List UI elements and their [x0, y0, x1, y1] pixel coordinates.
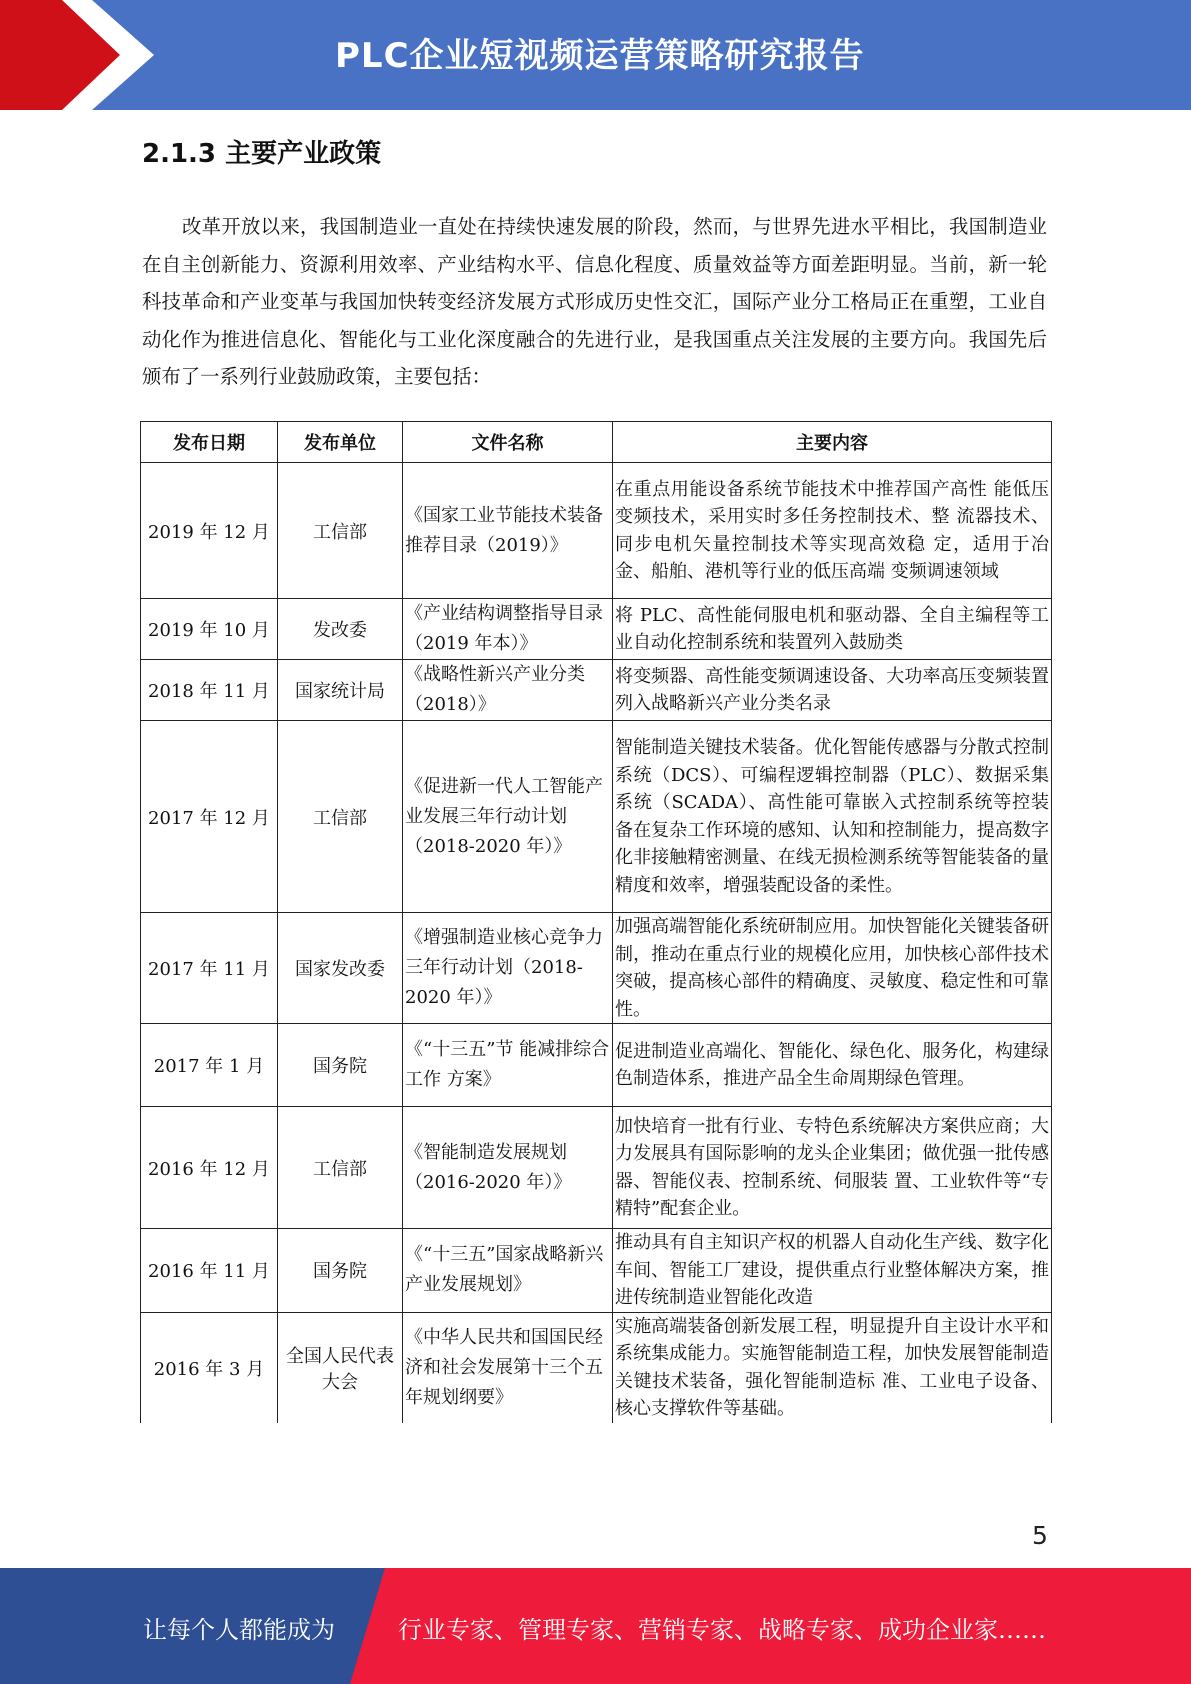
cell-content: 促进制造业高端化、智能化、绿色化、服务化，构建绿色制造体系，推进产品全生命周期绿色管理。: [613, 1024, 1052, 1107]
cell-content: 加快培育一批有行业、专特色系统解决方案供应商；大力发展具有国际影响的龙头企业集团；做优强一批传感器、智能仪表、控制系统、伺服装 置、工业软件等“专精特”配套企业。: [613, 1107, 1052, 1229]
cell-unit: 国家统计局: [278, 660, 403, 721]
cell-unit: 全国人民代表大会: [278, 1312, 403, 1423]
cell-unit: 发改委: [278, 599, 403, 660]
cell-date: 2017 年 12 月: [141, 721, 278, 913]
cell-unit: 工信部: [278, 463, 403, 599]
footer-slogan-left: 让每个人都能成为: [143, 1616, 335, 1644]
footer-slogan-right: 行业专家、管理专家、营销专家、战略专家、成功企业家……: [398, 1616, 1046, 1644]
cell-doc-name: 《国家工业节能技术装备推荐目录（2019）》: [403, 463, 613, 599]
table-row: [141, 721, 1052, 913]
cell-content: 加强高端智能化系统研制应用。加快智能化关键装备研制，推动在重点行业的规模化应用，加快核心部件技术突破，提高核心部件的精确度、灵敏度、稳定性和可靠性。: [613, 913, 1052, 1024]
section-heading: 2.1.3 主要产业政策: [142, 139, 382, 169]
cell-content: 推动具有自主知识产权的机器人自动化生产线、数字化车间、智能工厂建设，提供重点行业整体解决方案，推进传统制造业智能化改造: [613, 1229, 1052, 1313]
cell-doc-name: 《促进新一代人工智能产业发展三年行动计划（2018-2020 年）》: [403, 721, 613, 913]
cell-unit: 国务院: [278, 1024, 403, 1107]
cell-content: 智能制造关键技术装备。优化智能传感器与分散式控制系统（DCS）、可编程逻辑控制器（PLC）、数据采集系统（SCADA）、高性能可靠嵌入式控制系统等控装备在复杂工作环境的感知、认知和控制能力，提高数字化非接触精密测量、在线无损检测系统等智能装备的量精度和效率，增强装配设备的柔性。: [613, 721, 1052, 913]
cell-doc-name: 《增强制造业核心竞争力三年行动计划（2018-2020 年）》: [403, 913, 613, 1024]
cell-date: 2017 年 1 月: [141, 1024, 278, 1107]
header-unit: 发布单位: [278, 422, 403, 463]
cell-content: 在重点用能设备系统节能技术中推荐国产高性 能低压变频技术，采用实时多任务控制技术、整 流器技术、同步电机矢量控制技术等实现高效稳 定，适用于冶金、船舶、港机等行业的低压高端 变频调速领域: [613, 463, 1052, 599]
table-row: [141, 913, 1052, 1024]
cell-date: 2019 年 10 月: [141, 599, 278, 660]
cell-doc-name: 《“十三五”节 能减排综合工作 方案》: [403, 1024, 613, 1107]
cell-doc-name: 《产业结构调整指导目录（2019 年本）》: [403, 599, 613, 660]
cell-doc-name: 《“十三五”国家战略新兴产业发展规划》: [403, 1229, 613, 1313]
header-doc-name: 文件名称: [403, 422, 613, 463]
cell-content: 实施高端装备创新发展工程，明显提升自主设计水平和系统集成能力。实施智能制造工程，加快发展智能制造关键技术装备，强化智能制造标 准、工业电子设备、核心支撑软件等基础。: [613, 1312, 1052, 1423]
cell-unit: 工信部: [278, 1107, 403, 1229]
table-row: [141, 463, 1052, 599]
page-footer: [0, 1568, 1191, 1684]
cell-unit: 国家发改委: [278, 913, 403, 1024]
table-row: [141, 1229, 1052, 1313]
table-row: [141, 1312, 1052, 1423]
header-date: 发布日期: [141, 422, 278, 463]
table-row: [141, 1024, 1052, 1107]
cell-date: 2018 年 11 月: [141, 660, 278, 721]
header-content: 主要内容: [613, 422, 1052, 463]
table-row: [141, 1107, 1052, 1229]
cell-date: 2016 年 11 月: [141, 1229, 278, 1313]
cell-doc-name: 《智能制造发展规划（2016-2020 年）》: [403, 1107, 613, 1229]
page-number: 5: [1032, 1521, 1048, 1550]
cell-unit: 工信部: [278, 721, 403, 913]
cell-date: 2019 年 12 月: [141, 463, 278, 599]
cell-content: 将变频器、高性能变频调速设备、大功率高压变频装置列入战略新兴产业分类名录: [613, 660, 1052, 721]
cell-doc-name: 《战略性新兴产业分类（2018）》: [403, 660, 613, 721]
intro-paragraph: 改革开放以来，我国制造业一直处在持续快速发展的阶段，然而，与世界先进水平相比，我国制造业在自主创新能力、资源利用效率、产业结构水平、信息化程度、质量效益等方面差距明显。当前，新一轮科技革命和产业变革与我国加快转变经济发展方式形成历史性交汇，国际产业分工格局正在重塑，工业自动化作为推进信息化、智能化与工业化深度融合的先进行业，是我国重点关注发展的主要方向。我国先后颁布了一系列行业鼓励政策，主要包括：: [142, 215, 1047, 388]
cell-content: 将 PLC、高性能伺服电机和驱动器、全自主编程等工业自动化控制系统和装置列入鼓励类: [613, 599, 1052, 660]
cell-date: 2016 年 3 月: [141, 1312, 278, 1423]
page-header: [0, 0, 1191, 110]
cell-doc-name: 《中华人民共和国国民经济和社会发展第十三个五年规划纲要》: [403, 1312, 613, 1423]
table-header-row: [141, 422, 1052, 463]
cell-date: 2017 年 11 月: [141, 913, 278, 1024]
table-row: [141, 660, 1052, 721]
cell-date: 2016 年 12 月: [141, 1107, 278, 1229]
report-title: PLC企业短视频运营策略研究报告: [335, 36, 865, 76]
table-row: [141, 599, 1052, 660]
cell-unit: 国务院: [278, 1229, 403, 1313]
policy-table: [140, 421, 1052, 1423]
